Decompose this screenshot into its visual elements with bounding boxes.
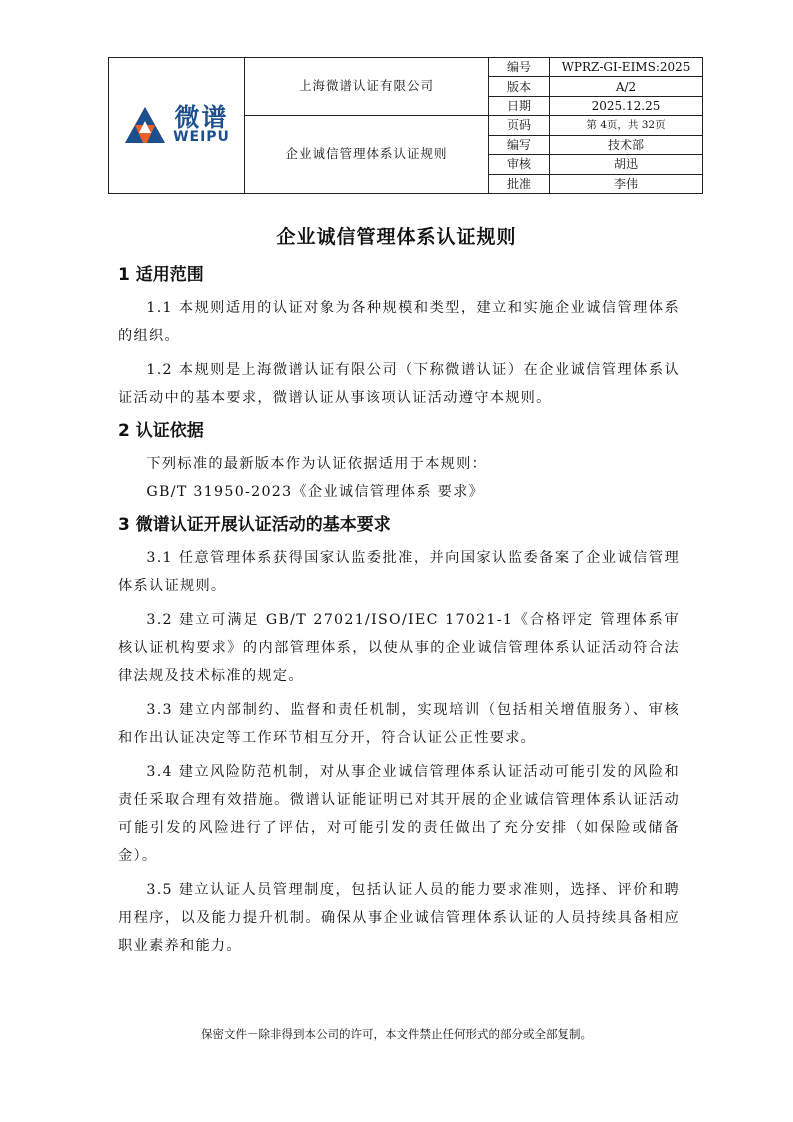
logo-english-text: WEIPU	[173, 129, 230, 146]
meta-version: A/2	[550, 77, 703, 96]
document-body	[118, 262, 680, 960]
confidentiality-footer: 保密文件－除非得到本公司的许可，本文件禁止任何形式的部分或全部复制。	[201, 1027, 592, 1041]
meta-author: 技术部	[550, 135, 703, 154]
meta-approver: 李伟	[550, 174, 703, 193]
document-header-table	[108, 57, 703, 194]
paragraph: 3.3 建立内部制约、监督和责任机制，实现培训（包括相关增值服务）、审核和作出认证决定等工作环节相互分开，符合认证公正性要求。	[118, 702, 680, 746]
section-heading: 3 微谱认证开展认证活动的基本要求	[118, 515, 391, 535]
paragraph: 1.2 本规则是上海微谱认证有限公司（下称微谱认证）在企业诚信管理体系认证活动中的基本要求，微谱认证从事该项认证活动遵守本规则。	[118, 362, 680, 406]
paragraph: 1.1 本规则适用的认证对象为各种规模和类型，建立和实施企业诚信管理体系的组织。	[118, 300, 680, 344]
section-heading: 2 认证依据	[118, 421, 204, 441]
document-title: 企业诚信管理体系认证规则	[276, 226, 517, 248]
meta-key: 版本	[489, 77, 550, 96]
logo-cell	[109, 58, 245, 194]
paragraph: 3.4 建立风险防范机制，对从事企业诚信管理体系认证活动可能引发的风险和责任采取合理有效措施。微谱认证能证明已对其开展的企业诚信管理体系认证活动可能引发的风险进行了评估，对可能引发的责任做出了充分安排（如保险或储备金）。	[118, 764, 680, 864]
meta-reviewer: 胡迅	[550, 155, 703, 174]
meta-doc-number: WPRZ-GI-EIMS:2025	[550, 58, 703, 77]
weipu-logo-icon	[123, 105, 167, 145]
company-name: 上海微谱认证有限公司	[245, 58, 489, 116]
meta-date: 2025.12.25	[550, 96, 703, 115]
paragraph: 下列标准的最新版本作为认证依据适用于本规则：	[146, 456, 488, 472]
paragraph: 3.2 建立可满足 GB/T 27021/ISO/IEC 17021-1《合格评定 管理体系审核认证机构要求》的内部管理体系，以使从事的企业诚信管理体系认证活动符合法律法规及技术标准的规定。	[118, 612, 680, 684]
meta-page-number: 第 4页，共 32页	[550, 116, 703, 135]
paragraph: GB/T 31950-2023《企业诚信管理体系 要求》	[146, 484, 485, 500]
paragraph: 3.5 建立认证人员管理制度，包括认证人员的能力要求准则，选择、评价和聘用程序，以及能力提升机制。确保从事企业诚信管理体系认证的人员持续具备相应职业素养和能力。	[118, 882, 680, 954]
section-heading: 1 适用范围	[118, 265, 204, 285]
paragraph: 3.1 任意管理体系获得国家认监委批准，并向国家认监委备案了企业诚信管理体系认证规则。	[118, 550, 680, 594]
meta-key: 日期	[489, 96, 550, 115]
logo-chinese-text: 微谱	[174, 103, 229, 133]
weipu-logo	[109, 105, 244, 145]
rule-name: 企业诚信管理体系认证规则	[245, 116, 489, 194]
meta-key: 页码	[489, 116, 550, 135]
meta-key: 编号	[489, 58, 550, 77]
meta-key: 审核	[489, 155, 550, 174]
meta-key: 编写	[489, 135, 550, 154]
meta-key: 批准	[489, 174, 550, 193]
